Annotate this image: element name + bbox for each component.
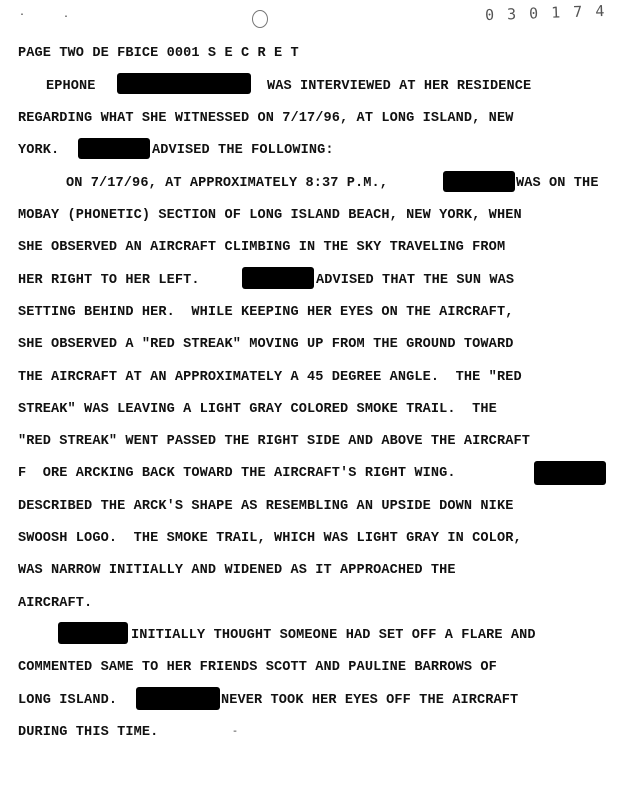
- text-line: [0, 725, 159, 757]
- text-segment: LONG ISLAND.: [18, 693, 118, 708]
- text-line: [0, 563, 456, 595]
- page-header: PAGE TWO DE FBICE 0001 S E C R E T: [18, 46, 299, 61]
- text-segment: F ORE ARCKING BACK TOWARD THE AIRCRAFT'S RIGHT WING.: [18, 466, 456, 481]
- text-segment: REGARDING WHAT SHE WITNESSED ON 7/17/96, AT LONG ISLAND, NEW: [18, 111, 514, 126]
- text-line: [0, 240, 506, 272]
- text-segment: NEVER TOOK HER EYES OFF THE AIRCRAFT: [221, 693, 519, 708]
- text-segment: MOBAY (PHONETIC) SECTION OF LONG ISLAND BEACH, NEW YORK, WHEN: [18, 208, 522, 223]
- text-segment: INITIALLY THOUGHT SOMEONE HAD SET OFF A FLARE AND: [131, 628, 536, 643]
- text-line: [0, 370, 522, 402]
- text-segment: DESCRIBED THE ARCK'S SHAPE AS RESEMBLING AN UPSIDE DOWN NIKE: [18, 499, 514, 514]
- redaction-block: [78, 138, 150, 159]
- text-segment: EPHONE: [46, 79, 96, 94]
- text-segment: STREAK" WAS LEAVING A LIGHT GRAY COLORED SMOKE TRAIL. THE: [18, 402, 497, 417]
- text-line: [0, 434, 530, 466]
- redaction-block: [534, 461, 606, 485]
- text-segment: COMMENTED SAME TO HER FRIENDS SCOTT AND PAULINE BARROWS OF: [18, 660, 497, 675]
- text-line: [0, 305, 514, 337]
- text-line: [0, 531, 522, 563]
- text-line: [0, 499, 514, 531]
- text-segment: DURING THIS TIME.: [18, 725, 159, 740]
- text-segment: HER RIGHT TO HER LEFT.: [18, 273, 200, 288]
- text-segment: WAS INTERVIEWED AT HER RESIDENCE: [267, 79, 532, 94]
- text-segment: YORK.: [18, 143, 60, 158]
- text-line: [0, 402, 497, 434]
- scan-speck: ·: [63, 12, 70, 23]
- text-segment: ON 7/17/96, AT APPROXIMATELY 8:37 P.M.,: [66, 176, 389, 191]
- text-line: [0, 596, 93, 628]
- text-line: [0, 660, 497, 692]
- text-segment: WAS NARROW INITIALLY AND WIDENED AS IT APPROACHED THE: [18, 563, 456, 578]
- text-segment: WAS ON THE: [516, 176, 599, 191]
- text-segment: THE AIRCRAFT AT AN APPROXIMATELY A 45 DEGREE ANGLE. THE "RED: [18, 370, 522, 385]
- redaction-block: [136, 687, 220, 710]
- redaction-block: [117, 73, 251, 94]
- redaction-block: [58, 622, 128, 644]
- redaction-block: [242, 267, 314, 289]
- scan-speck: -: [232, 727, 239, 738]
- text-segment: SHE OBSERVED A "RED STREAK" MOVING UP FROM THE GROUND TOWARD: [18, 337, 514, 352]
- redaction-block: [443, 171, 515, 192]
- text-segment: ADVISED THAT THE SUN WAS: [316, 273, 515, 288]
- text-line: [0, 208, 522, 240]
- text-segment: SETTING BEHIND HER. WHILE KEEPING HER EYES ON THE AIRCRAFT,: [18, 305, 514, 320]
- text-line: [0, 111, 514, 143]
- text-segment: ADVISED THE FOLLOWING:: [152, 143, 334, 158]
- text-segment: SHE OBSERVED AN AIRCRAFT CLIMBING IN THE SKY TRAVELING FROM: [18, 240, 506, 255]
- scan-speck: ·: [19, 10, 26, 21]
- document-number-stamp: 0 3 0 1 7 4: [484, 1, 607, 25]
- text-segment: AIRCRAFT.: [18, 596, 93, 611]
- text-segment: "RED STREAK" WENT PASSED THE RIGHT SIDE AND ABOVE THE AIRCRAFT: [18, 434, 530, 449]
- text-segment: SWOOSH LOGO. THE SMOKE TRAIL, WHICH WAS LIGHT GRAY IN COLOR,: [18, 531, 522, 546]
- text-line: [0, 337, 514, 369]
- scan-smudge: [252, 10, 268, 28]
